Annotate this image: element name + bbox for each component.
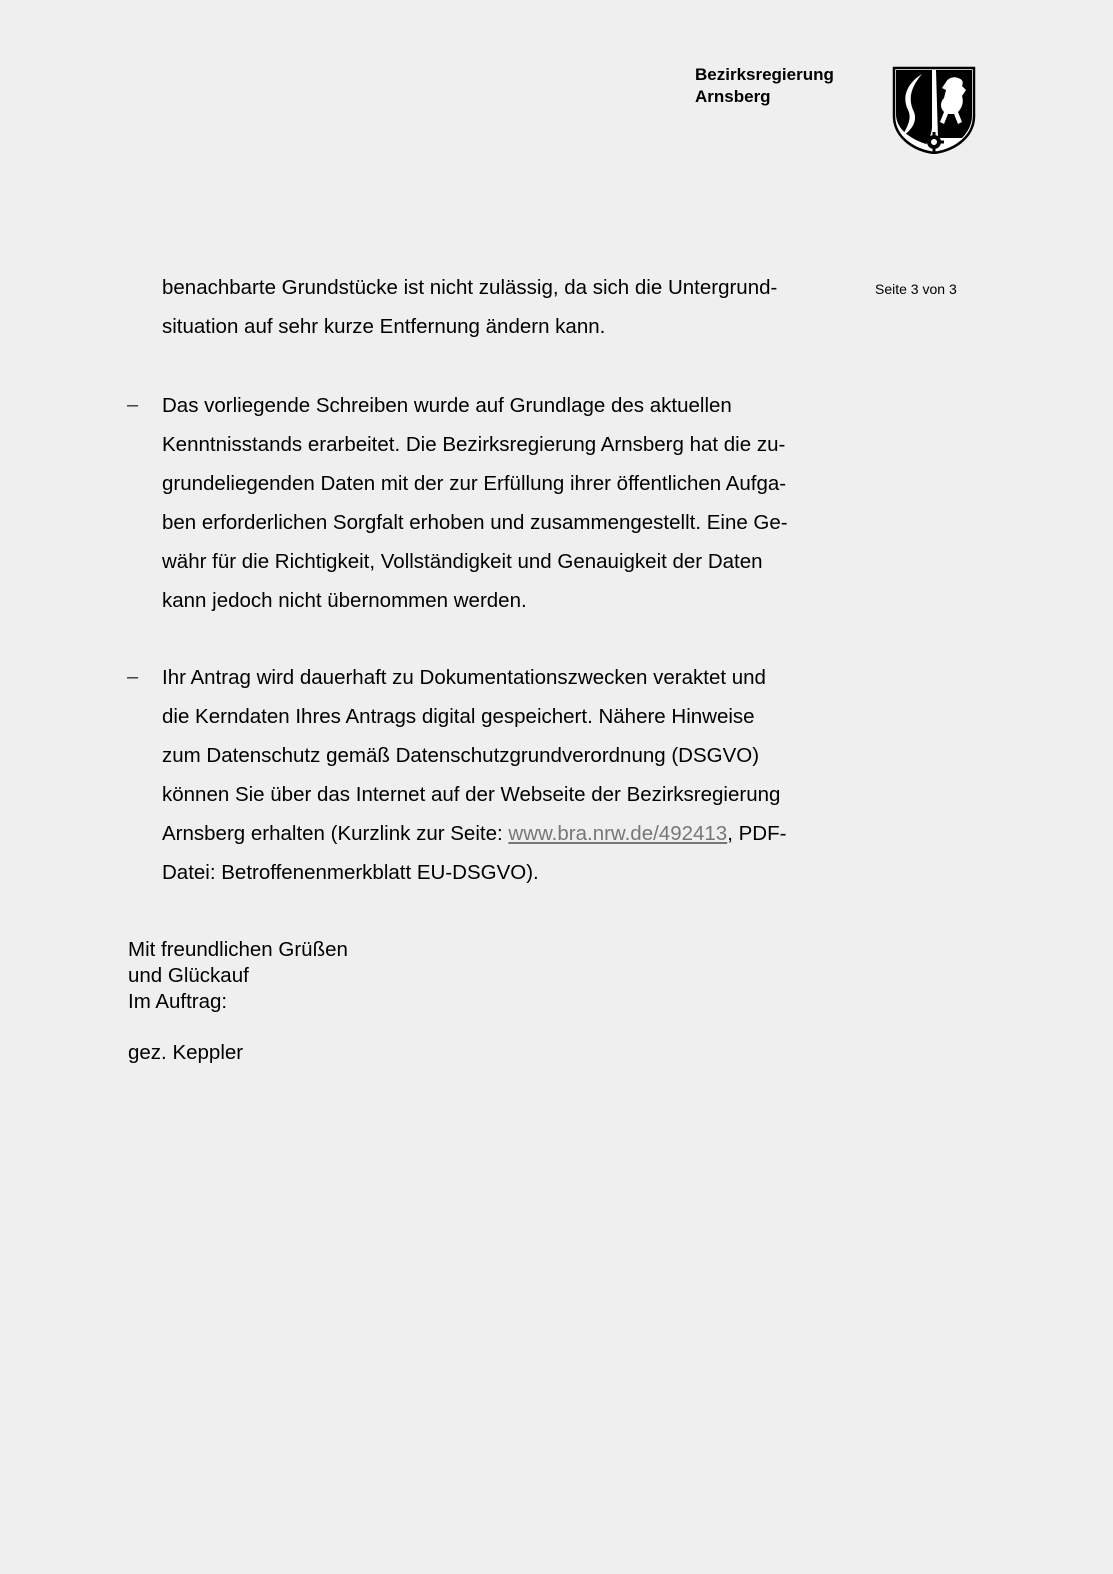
disclaimer-paragraph: [162, 386, 862, 620]
data-protection-link[interactable]: www.bra.nrw.de/492413: [508, 822, 728, 845]
continuation-paragraph: [162, 268, 862, 346]
closing-im-auftrag: Im Auftrag:: [128, 990, 228, 1013]
closing-greeting: Mit freundlichen Grüßen: [128, 938, 348, 961]
paragraph-line: können Sie über das Internet auf der Webseite der Bezirksregierung: [162, 783, 781, 806]
organization-name-line2: Arnsberg: [695, 87, 771, 106]
link-suffix-text: , PDF-: [727, 822, 787, 845]
data-protection-paragraph: [162, 658, 862, 892]
paragraph-line: benachbarte Grundstücke ist nicht zulässig, da sich die Untergrund-: [162, 276, 778, 299]
organization-name-line1: Bezirksregierung: [695, 65, 834, 84]
paragraph-line: Datei: Betroffenenmerkblatt EU-DSGVO).: [162, 861, 539, 884]
paragraph-line: die Kerndaten Ihres Antrags digital gespeichert. Nähere Hinweise: [162, 705, 755, 728]
bullet-dash: –: [127, 394, 139, 416]
paragraph-line: Kenntnisstands erarbeitet. Die Bezirksregierung Arnsberg hat die zu-: [162, 433, 786, 456]
bullet-dash: –: [127, 666, 139, 688]
paragraph-line: kann jedoch nicht übernommen werden.: [162, 589, 527, 612]
closing-block: [128, 937, 348, 1015]
paragraph-line: situation auf sehr kurze Entfernung ändern kann.: [162, 315, 606, 338]
paragraph-line: ben erforderlichen Sorgfalt erhoben und zusammengestellt. Eine Ge-: [162, 511, 788, 534]
page-number: Seite 3 von 3: [875, 281, 957, 297]
paragraph-line: währ für die Richtigkeit, Vollständigkeit und Genauigkeit der Daten: [162, 550, 763, 573]
paragraph-line: Das vorliegende Schreiben wurde auf Grundlage des aktuellen: [162, 394, 732, 417]
paragraph-line: Ihr Antrag wird dauerhaft zu Dokumentationszwecken veraktet und: [162, 666, 766, 689]
organization-name: [695, 64, 834, 108]
signature: gez. Keppler: [128, 1041, 244, 1064]
paragraph-line: grundeliegenden Daten mit der zur Erfüllung ihrer öffentlichen Aufga-: [162, 472, 787, 495]
paragraph-line: zum Datenschutz gemäß Datenschutzgrundverordnung (DSGVO): [162, 744, 760, 767]
closing-gluckauf: und Glückauf: [128, 964, 249, 987]
nrw-coat-of-arms-icon: [892, 66, 976, 154]
paragraph-line-with-link: [162, 814, 862, 853]
link-prefix-text: Arnsberg erhalten (Kurzlink zur Seite:: [162, 822, 509, 845]
